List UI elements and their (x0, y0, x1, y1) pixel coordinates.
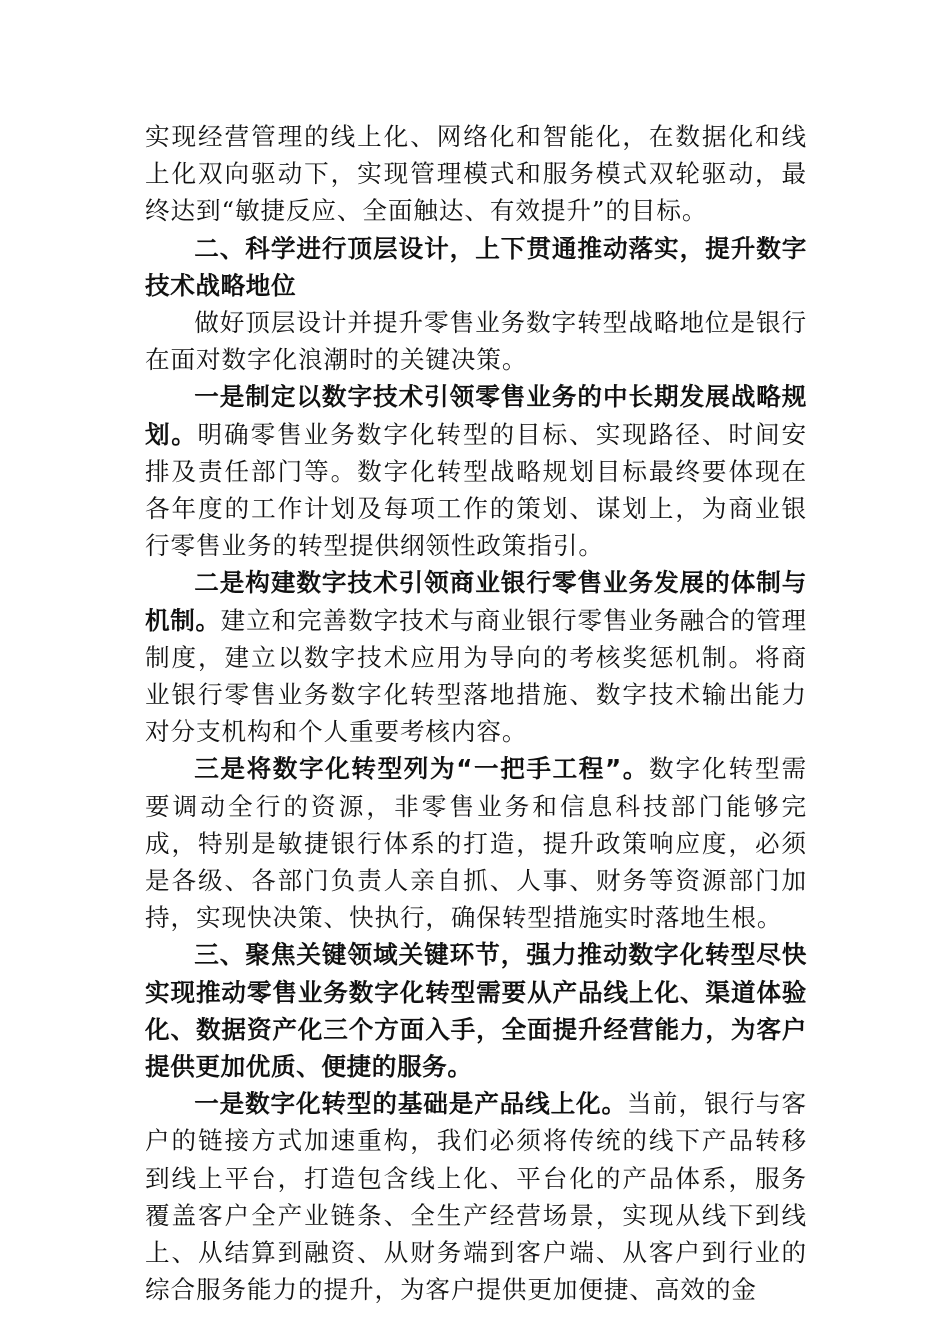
section-heading-2 (145, 230, 807, 304)
paragraph-lead: 一是制定以数字技术引领零售业务的中长期发展战略规划。 (145, 382, 807, 449)
paragraph-text: 实现经营管理的线上化、网络化和智能化，在数据化和线上化双向驱动下，实现管理模式和服务模式双轮驱动，最终达到“敏捷反应、全面触达、有效提升”的目标。 (145, 122, 807, 226)
paragraph-continuation (145, 118, 807, 230)
paragraph-lead: 二是构建数字技术引领商业银行零售业务发展的体制与机制。 (145, 568, 807, 635)
paragraph-strategy-plan (145, 378, 807, 564)
paragraph-mechanism (145, 564, 807, 750)
paragraph-lead: 一是数字化转型的基础是产品线上化。 (194, 1089, 627, 1119)
paragraph-text: 数字化转型需要调动全行的资源，非零售业务和信息科技部门能够完成，特别是敏捷银行体系的打造，提升政策响应度，必须是各级、各部门负责人亲自抓、人事、财务等资源部门加持，实现快决策、快执行，确保转型措施实时落地生根。 (145, 754, 807, 933)
heading-text: 三、聚焦关键领域关键环节，强力推动数字化转型尽快实现推动零售业务数字化转型需要从产品线上化、渠道体验化、数据资产化三个方面入手，全面提升经营能力，为客户提供更加优质、便捷的服务。 (145, 940, 807, 1082)
paragraph-text: 建立和完善数字技术与商业银行零售业务融合的管理制度，建立以数字技术应用为导向的考核奖惩机制。将商业银行零售业务数字化转型落地措施、数字技术输出能力对分支机构和个人重要考核内容。 (145, 605, 807, 747)
paragraph-top-leader (145, 750, 807, 936)
paragraph-online-products (145, 1085, 807, 1308)
paragraph-text: 做好顶层设计并提升零售业务数字转型战略地位是银行在面对数字化浪潮时的关键决策。 (145, 308, 807, 375)
paragraph-lead: 三是将数字化转型列为“一把手工程”。 (194, 754, 649, 784)
document-body (145, 118, 807, 1309)
heading-text: 二、科学进行顶层设计，上下贯通推动落实，提升数字技术战略地位 (145, 233, 807, 300)
paragraph-text: 当前，银行与客户的链接方式加速重构，我们必须将传统的线下产品转移到线上平台，打造包含线上化、平台化的产品体系，服务覆盖客户全产业链条、全生产经营场景，实现从线下到线上、从结算到融资、从财务端到客户端、从客户到行业的综合服务能力的提升，为客户提供更加便捷、高效的金 (145, 1089, 807, 1305)
paragraph-intro (145, 304, 807, 378)
section-heading-3 (145, 936, 807, 1085)
paragraph-text: 明确零售业务数字化转型的目标、实现路径、时间安排及责任部门等。数字化转型战略规划目标最终要体现在各年度的工作计划及每项工作的策划、谋划上，为商业银行零售业务的转型提供纲领性政策指引。 (145, 419, 808, 561)
